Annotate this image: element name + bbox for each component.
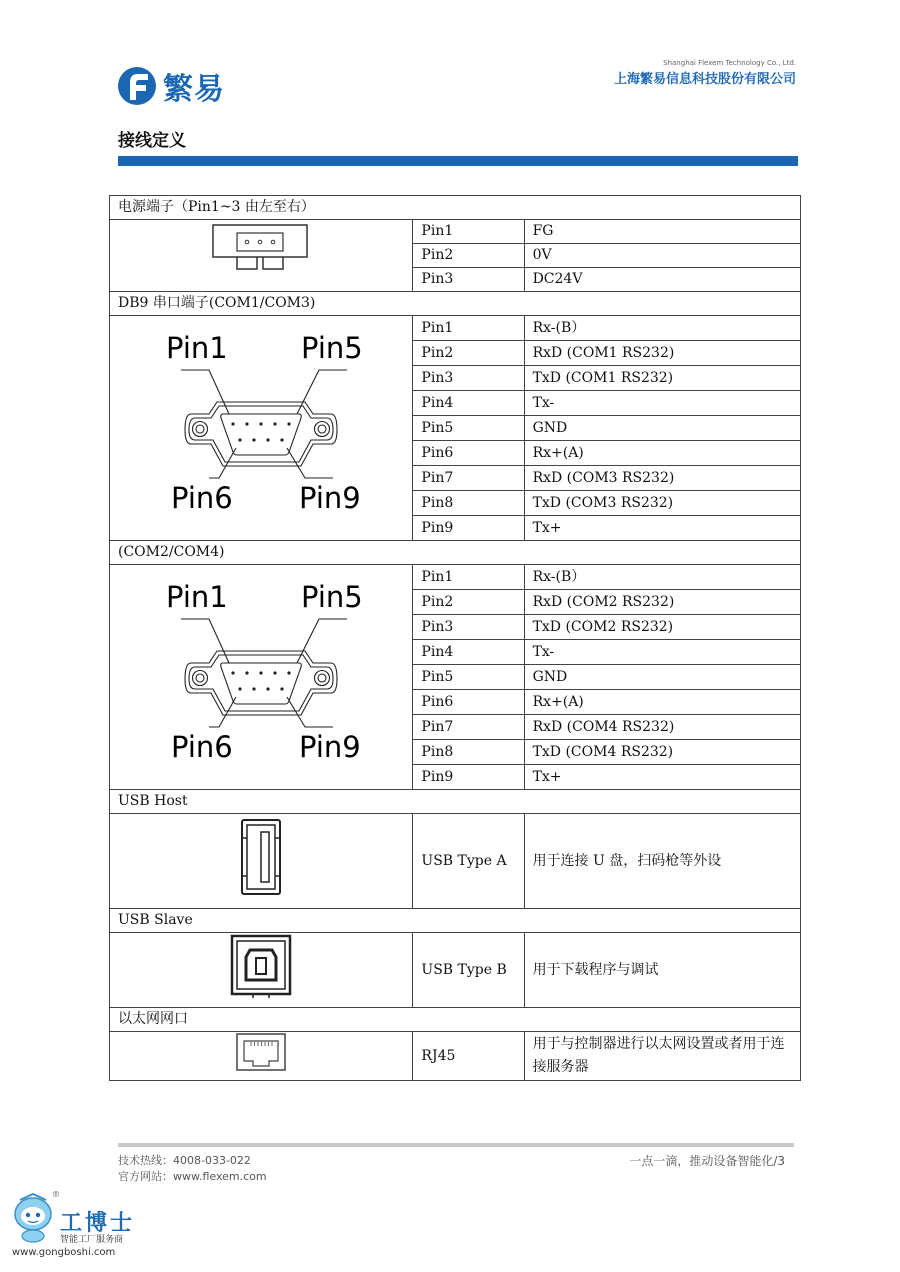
- pin-label: Pin7: [413, 715, 524, 740]
- signal-label: Rx-(B）: [524, 316, 800, 341]
- footer-website: 官方网站：www.flexem.com: [118, 1170, 267, 1183]
- pin-label: Pin2: [413, 590, 524, 615]
- signal-label: TxD (COM2 RS232): [524, 615, 800, 640]
- pin-label: Pin1: [413, 220, 524, 244]
- signal-label: RxD (COM1 RS232): [524, 341, 800, 366]
- signal-label: Tx+: [524, 765, 800, 790]
- rj45-port-icon: [235, 1032, 287, 1072]
- db9-connector-icon: [111, 316, 411, 532]
- pin6-callout: Pin6: [171, 481, 233, 515]
- table-row: [110, 933, 801, 1008]
- registered-mark: ®: [52, 1190, 60, 1199]
- pin-label: Pin5: [413, 416, 524, 441]
- footer-hotline: 技术热线：4008-033-022: [118, 1154, 251, 1167]
- signal-label: Rx+(A): [524, 690, 800, 715]
- company-name-en: Shanghai Flexem Technology Co., Ltd.: [663, 59, 796, 67]
- section-title: 接线定义: [118, 131, 186, 151]
- table-row: [110, 316, 801, 341]
- pin-label: Pin1: [413, 316, 524, 341]
- usb-host-header: USB Host: [110, 790, 801, 814]
- signal-label: GND: [524, 416, 800, 441]
- pin-label: Pin4: [413, 640, 524, 665]
- signal-label: Tx-: [524, 391, 800, 416]
- db9-com1-com3-header: DB9 串口端子(COM1/COM3): [110, 292, 801, 316]
- power-terminal-icon: [211, 221, 311, 283]
- signal-label: FG: [524, 220, 800, 244]
- usb-slave-image: [110, 933, 413, 1008]
- signal-label: TxD (COM4 RS232): [524, 740, 800, 765]
- signal-label: TxD (COM3 RS232): [524, 491, 800, 516]
- db9-diagram-b: [110, 565, 413, 790]
- usb-type-a-icon: [239, 818, 283, 896]
- table-row: [110, 541, 801, 565]
- signal-label: Tx+: [524, 516, 800, 541]
- watermark-brand: 工博士: [60, 1211, 136, 1236]
- pin-label: Pin9: [413, 516, 524, 541]
- footer-slogan: 一点一滴，推动设备智能化/3: [629, 1154, 785, 1168]
- signal-label: RxD (COM3 RS232): [524, 466, 800, 491]
- pin-label: Pin3: [413, 615, 524, 640]
- company-name-cn: 上海繁易信息科技股份有限公司: [613, 72, 796, 87]
- ethernet-desc: 用于与控制器进行以太网设置或者用于连接服务器: [524, 1032, 800, 1081]
- table-row: [110, 790, 801, 814]
- signal-label: TxD (COM1 RS232): [524, 366, 800, 391]
- table-row: [110, 909, 801, 933]
- pin-label: Pin5: [413, 665, 524, 690]
- ethernet-type: RJ45: [413, 1032, 524, 1081]
- watermark-url: www.gongboshi.com: [12, 1247, 116, 1258]
- db9-com2-com4-header: (COM2/COM4): [110, 541, 801, 565]
- pin5-callout: Pin5: [301, 580, 363, 614]
- db9-diagram-a: [110, 316, 413, 541]
- table-row: [110, 1008, 801, 1032]
- pin-label: Pin4: [413, 391, 524, 416]
- ethernet-header: 以太网网口: [110, 1008, 801, 1032]
- signal-label: DC24V: [524, 268, 800, 292]
- pin-label: Pin3: [413, 366, 524, 391]
- table-row: [110, 565, 801, 590]
- signal-label: Rx-(B）: [524, 565, 800, 590]
- watermark-subtitle: 智能工厂服务商: [60, 1235, 124, 1245]
- table-row: [110, 292, 801, 316]
- table-row: [110, 196, 801, 220]
- usb-host-type: USB Type A: [413, 814, 524, 909]
- ethernet-image: [110, 1032, 413, 1081]
- pin-label: Pin2: [413, 341, 524, 366]
- usb-host-image: [110, 814, 413, 909]
- pin-label: Pin3: [413, 268, 524, 292]
- signal-label: GND: [524, 665, 800, 690]
- signal-label: RxD (COM2 RS232): [524, 590, 800, 615]
- usb-type-b-icon: [229, 933, 293, 999]
- usb-slave-type: USB Type B: [413, 933, 524, 1008]
- pin1-callout: Pin1: [166, 331, 228, 365]
- signal-label: Rx+(A): [524, 441, 800, 466]
- pin6-callout: Pin6: [171, 730, 233, 764]
- signal-label: 0V: [524, 244, 800, 268]
- header-divider-bar: [118, 156, 798, 166]
- pin-label: Pin1: [413, 565, 524, 590]
- usb-slave-desc: 用于下载程序与调试: [524, 933, 800, 1008]
- table-row: [110, 220, 801, 244]
- footer-divider: [118, 1143, 794, 1147]
- db9-connector-icon: [111, 565, 411, 781]
- power-header: 电源端子（Pin1~3 由左至右）: [110, 196, 801, 220]
- usb-host-desc: 用于连接 U 盘，扫码枪等外设: [524, 814, 800, 909]
- pin-label: Pin8: [413, 740, 524, 765]
- power-terminal-image: [110, 220, 413, 292]
- table-row: [110, 814, 801, 909]
- pin1-callout: Pin1: [166, 580, 228, 614]
- pin9-callout: Pin9: [299, 481, 361, 515]
- footer-contact: [118, 1153, 267, 1185]
- pin5-callout: Pin5: [301, 331, 363, 365]
- pin9-callout: Pin9: [299, 730, 361, 764]
- signal-label: Tx-: [524, 640, 800, 665]
- usb-slave-header: USB Slave: [110, 909, 801, 933]
- pin-label: Pin2: [413, 244, 524, 268]
- pin-label: Pin6: [413, 690, 524, 715]
- pin-label: Pin6: [413, 441, 524, 466]
- wiring-table: [109, 195, 801, 1081]
- pin-label: Pin8: [413, 491, 524, 516]
- robot-mascot-icon: [10, 1192, 56, 1244]
- signal-label: RxD (COM4 RS232): [524, 715, 800, 740]
- pin-label: Pin7: [413, 466, 524, 491]
- logo-text: 繁易: [163, 72, 225, 107]
- table-row: [110, 1032, 801, 1081]
- pin-label: Pin9: [413, 765, 524, 790]
